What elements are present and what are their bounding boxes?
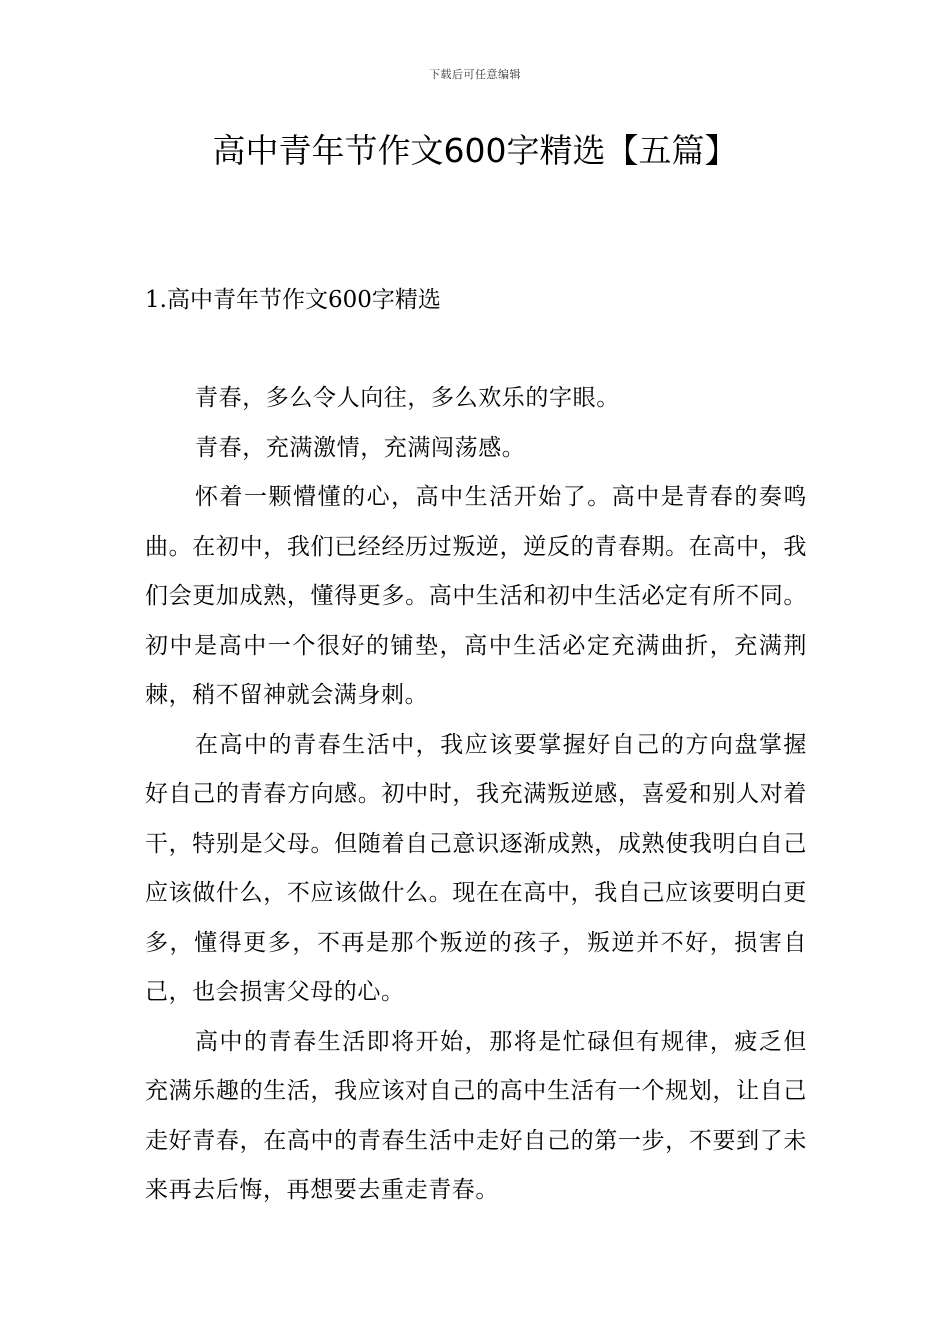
- paragraph-1: 青春，多么令人向往，多么欢乐的字眼。: [195, 385, 620, 411]
- paragraph-5: 高中的青春生活即将开始，那将是忙碌但有规律，疲乏但充满乐趣的生活，我应该对自己的高中生活有一个规划，让自己走好青春，在高中的青春生活中走好自己的第一步，不要到了未来再去后悔，再想要去重走青春。: [145, 1028, 807, 1203]
- section-heading: 1.高中青年节作文600字精选: [145, 287, 441, 313]
- paragraph-2: 青春，充满激情，充满闯荡感。: [195, 434, 526, 461]
- paragraph-3: 怀着一颗懵懂的心，高中生活开始了。高中是青春的奏鸣曲。在初中，我们已经经历过叛逆，逆反的青春期。在高中，我们会更加成熟，懂得更多。高中生活和初中生活必定有所不同。初中是高中一个很好的铺垫，高中生活必定充满曲折，充满荆棘，稍不留神就会满身刺。: [145, 484, 807, 708]
- document-title: 高中青年节作文600字精选【五篇】: [212, 131, 738, 170]
- body-text: [145, 374, 807, 1216]
- header-note: 下载后可任意编辑: [429, 68, 521, 81]
- paragraph-4: 在高中的青春生活中，我应该要掌握好自己的方向盘掌握好自己的青春方向感。初中时，我充满叛逆感，喜爱和别人对着干，特别是父母。但随着自己意识逐渐成熟，成熟使我明白自己应该做什么，不应该做什么。现在在高中，我自己应该要明白更多，懂得更多，不再是那个叛逆的孩子，叛逆并不好，损害自己，也会损害父母的心。: [145, 731, 807, 1005]
